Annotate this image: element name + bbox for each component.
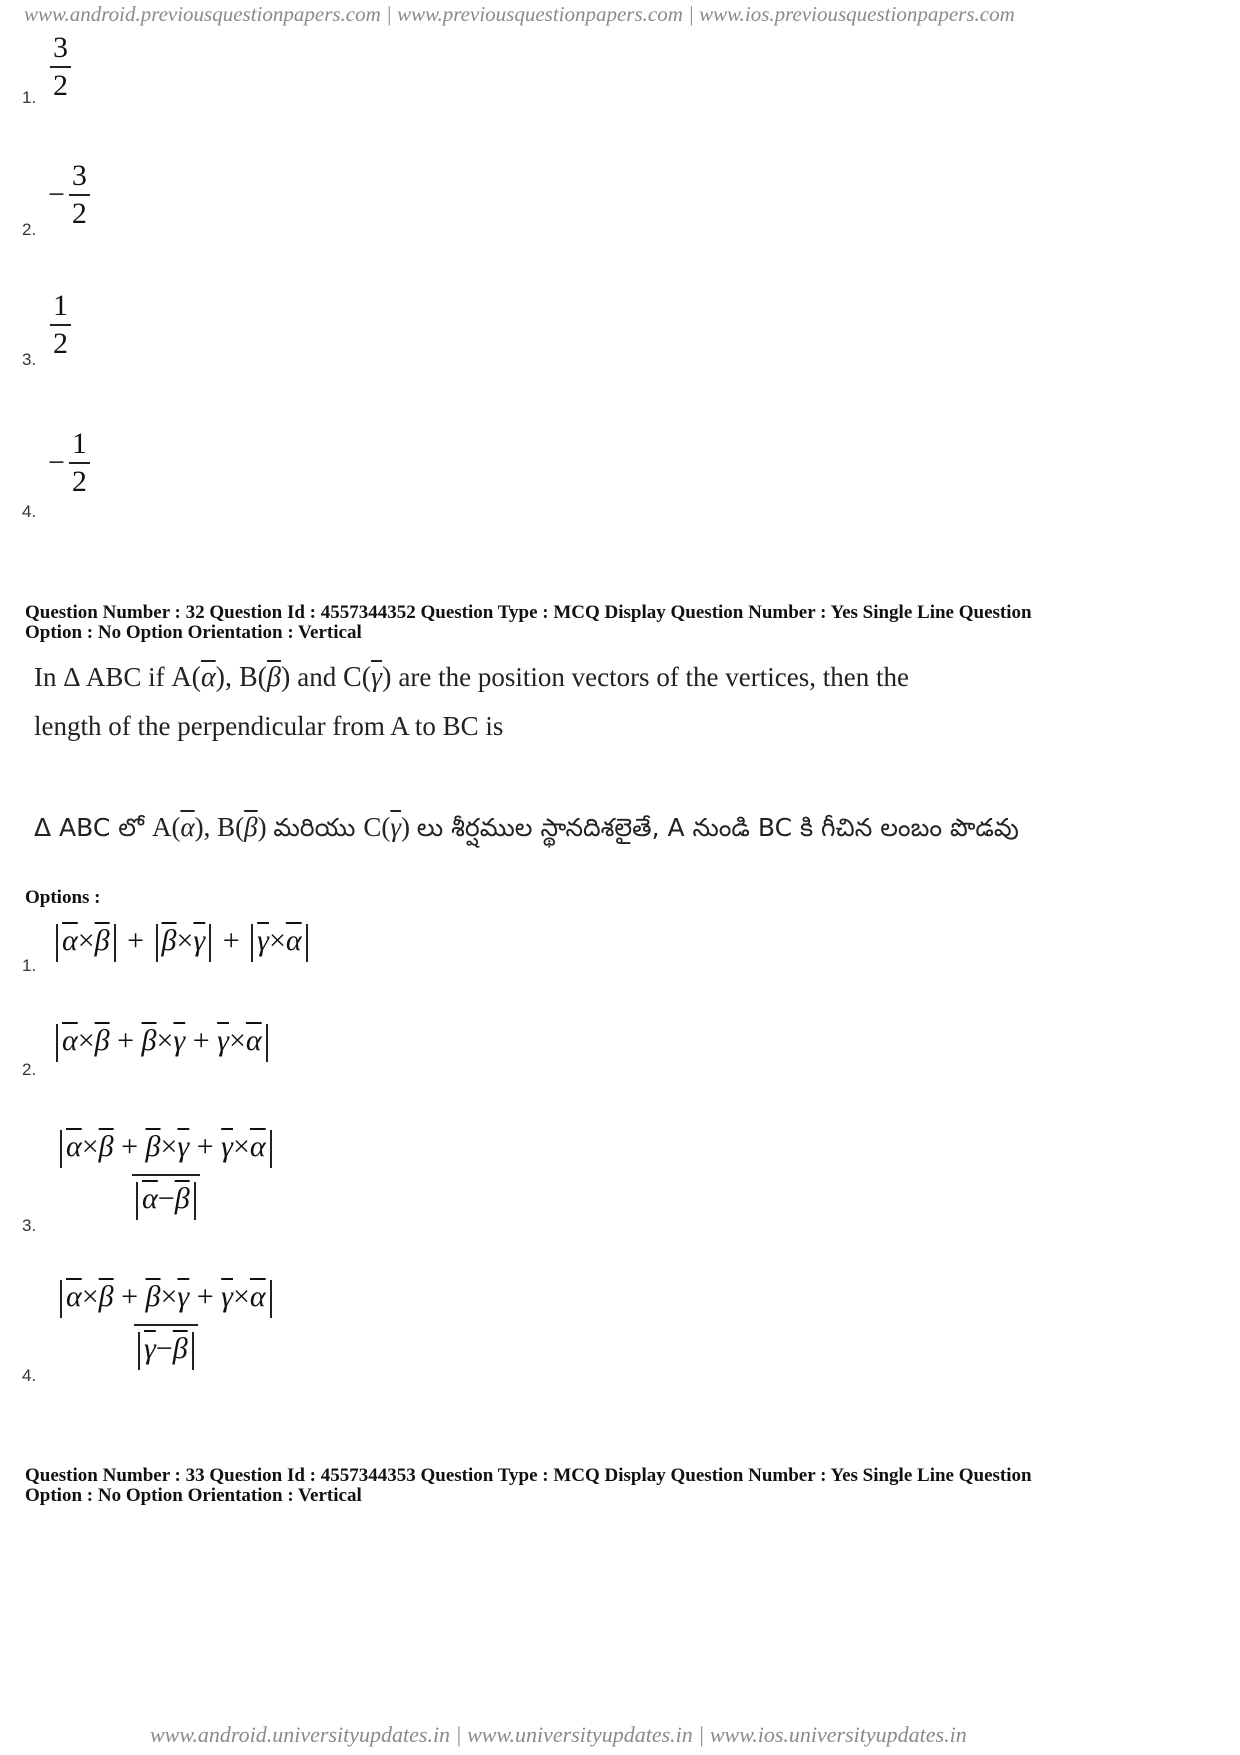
question-33-meta — [25, 1466, 1032, 1506]
meta-line-2: Option : No Option Orientation : Vertical — [25, 1485, 362, 1506]
option-number: 4. — [22, 1366, 37, 1385]
option-expression: $\overline{\alpha}\times\overline{\beta} + \overline{\beta}\times\overline{\gamma} + \overline{\gamma}\times\overline{\alpha}$ $\overline{\gamma}-\overline{\beta}$ — [50, 1280, 282, 1370]
q32-option-2 — [22, 1020, 422, 1080]
option-number: 2. — [22, 220, 37, 239]
option-number: 4. — [22, 502, 37, 521]
option-expression: $\overline{\alpha}\times\overline{\beta} + \overline{\beta}\times\overline{\gamma} + \overline{\gamma}\times\overline{\alpha}$ — [52, 924, 312, 962]
footer-watermark: www.android.universityupdates.in | www.universityupdates.in | www.ios.universityupdates.in — [150, 1722, 967, 1747]
meta-line-2: Option : No Option Orientation : Vertical — [25, 622, 362, 643]
options-label: Options : — [25, 887, 101, 908]
minus-sign: − — [48, 178, 65, 211]
option-number: 1. — [22, 88, 37, 107]
meta-line-1: Question Number : 32 Question Id : 4557344352 Question Type : MCQ Display Question Number : Yes Single Line Question — [25, 602, 1032, 623]
question-32-english — [34, 660, 909, 743]
fraction: $\frac{3}{2}$ — [50, 32, 71, 102]
minus-sign: − — [48, 446, 65, 479]
option-number: 3. — [22, 350, 37, 369]
q32-option-3 — [22, 1130, 422, 1240]
option-number: 3. — [22, 1216, 37, 1235]
option-number: 2. — [22, 1060, 37, 1079]
meta-line-1: Question Number : 33 Question Id : 4557344353 Question Type : MCQ Display Question Number : Yes Single Line Question — [25, 1465, 1032, 1486]
fraction: $\frac{1}{2}$ — [69, 428, 90, 498]
fraction: $\frac{3}{2}$ — [69, 160, 90, 230]
question-32-telugu: Δ ABC లో $A(\overline{\alpha})$, $B(\overline{\beta})$ మరియు $C(\overline{\gamma})$ లు శీర్షముల స్థానదిశలైతే, A నుండి BC కి గీచిన లంబం పొడవు — [34, 812, 1019, 842]
header-watermark: www.android.previousquestionpapers.com | www.previousquestionpapers.com | www.ios.previousquestionpapers.com — [24, 2, 1015, 26]
option-expression: $\overline{\alpha}\times\overline{\beta} + \overline{\beta}\times\overline{\gamma} + \overline{\gamma}\times\overline{\alpha}$ — [52, 1024, 272, 1062]
q32-option-1 — [22, 920, 422, 980]
q32-option-4 — [22, 1280, 422, 1390]
fraction: $\frac{1}{2}$ — [50, 290, 71, 360]
option-expression: $\overline{\alpha}\times\overline{\beta} + \overline{\beta}\times\overline{\gamma} + \overline{\gamma}\times\overline{\alpha}$ $\overline{\alpha}-\overline{\beta}$ — [50, 1130, 282, 1220]
question-line-1: In Δ ABC if $A(\overline{\alpha})$, $B(\overline{\beta})$ and $C(\overline{\gamma})$ are the position vectors of the vertices, then the — [34, 662, 909, 693]
question-line-2: length of the perpendicular from A to BC is — [34, 711, 504, 741]
option-number: 1. — [22, 956, 37, 975]
question-32-meta — [25, 603, 1032, 643]
